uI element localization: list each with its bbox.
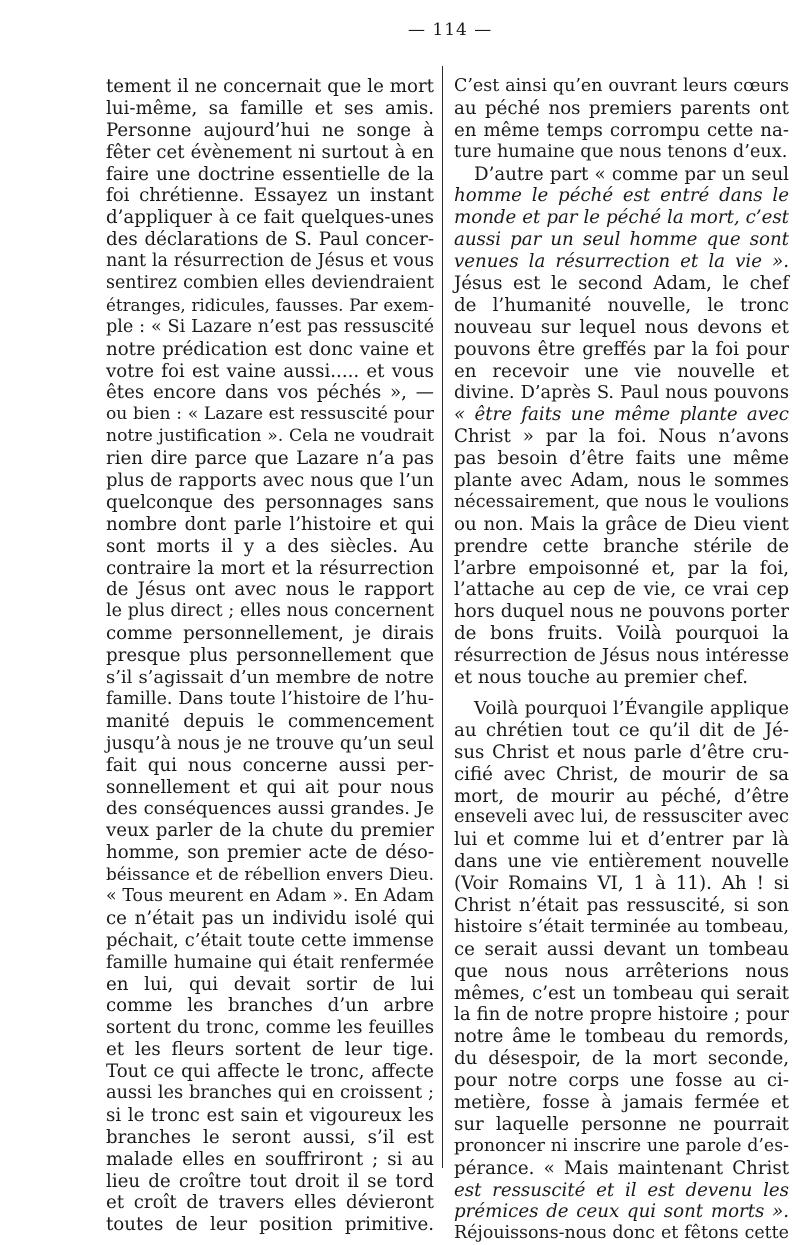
- text-line: mêmes, c’est un tombeau qui serait: [454, 982, 789, 1004]
- text-line: sonnellement et qui ait pour nous: [106, 776, 434, 798]
- text-line: sortent du tronc, comme les feuilles: [106, 1017, 434, 1039]
- text-line: dans une vie entièrement nouvelle: [454, 851, 789, 873]
- text-line: ple : « Si Lazare n’est pas ressuscité: [106, 316, 434, 337]
- text-line: ou bien : « Lazare est ressuscité pour: [106, 404, 434, 425]
- text-line: et les fleurs sortent de leur tige.: [106, 1039, 434, 1061]
- text-line: lui et comme lui et d’entrer par là: [454, 829, 789, 851]
- text-line: comme personnellement, je dirais: [106, 623, 434, 645]
- text-line: notre justification ». Cela ne voudrait: [106, 426, 434, 447]
- text-line: au péché nos premiers parents ont: [454, 97, 789, 119]
- text-line: votre foi est vaine aussi..... et vous: [106, 360, 434, 382]
- left-column: [106, 76, 434, 1236]
- text-line: que nous nous arrêterions nous: [454, 960, 789, 982]
- text-line: et nous touche au premier chef.: [454, 667, 749, 689]
- text-line: étranges, ridicules, fausses. Par exem-: [106, 294, 434, 315]
- text-line: de Jésus ont avec nous le rapport: [106, 579, 434, 601]
- text-line: famille. Dans toute l’histoire de l’hu-: [106, 688, 434, 709]
- text-line: rien dire parce que Lazare n’a pas: [106, 448, 434, 470]
- text-line: l’arbre empoisonné et, par la foi,: [454, 557, 789, 579]
- text-line: est ressuscité et il est devenu les: [454, 1179, 789, 1201]
- text-line: s’il s’agissait d’un membre de notre: [106, 667, 434, 689]
- text-line: plante avec Adam, nous le sommes: [454, 470, 789, 492]
- text-line: péchait, c’était toute cette immense: [106, 929, 434, 951]
- text-line: du désespoir, de la mort seconde,: [454, 1048, 789, 1070]
- text-line: divine. D’après S. Paul nous pouvons: [454, 382, 789, 404]
- text-line: sur laquelle personne ne pourrait: [454, 1113, 789, 1135]
- text-line: le plus direct ; elles nous concernent: [106, 601, 434, 622]
- text-line: metière, fosse à jamais fermée et: [454, 1091, 789, 1113]
- text-line: d’appliquer à ce fait quelques-unes: [106, 207, 434, 229]
- text-line: des conséquences aussi grandes. Je: [106, 798, 434, 820]
- text-line: aussi les branches qui en croissent ;: [106, 1082, 434, 1103]
- text-line: en lui, qui devait sortir de lui: [106, 973, 434, 995]
- text-line: quelconque des personnages sans: [106, 491, 434, 513]
- text-line: famille humaine qui était renfermée: [106, 951, 434, 973]
- text-line: ture humaine que nous tenons d’eux.: [454, 141, 788, 162]
- text-line: homme le péché est entré dans le: [454, 185, 789, 207]
- right-column: [454, 76, 789, 1245]
- text-line: de l’humanité nouvelle, le tronc: [454, 294, 789, 316]
- text-line: hors duquel nous ne pouvons porter: [454, 601, 789, 623]
- text-line: nombre dont parle l’histoire et qui: [106, 513, 434, 535]
- text-line: de bons fruits. Voilà pourquoi la: [454, 623, 789, 645]
- text-line: pérance. « Mais maintenant Christ: [454, 1157, 789, 1179]
- text-line: sont morts il y a des siècles. Au: [106, 535, 434, 557]
- text-line: béissance et de rébellion envers Dieu.: [106, 864, 434, 885]
- text-line: Jésus est le second Adam, le chef: [454, 273, 789, 295]
- text-line: pour notre corps une fosse au ci-: [454, 1070, 789, 1092]
- text-line: Tout ce qui affecte le tronc, affecte: [106, 1061, 434, 1083]
- text-line: notre âme le tombeau du remords,: [454, 1026, 789, 1048]
- text-line: des déclarations de S. Paul concer-: [106, 229, 434, 251]
- text-line: la fin de notre propre histoire ; pour: [454, 1004, 789, 1026]
- text-line: lui-même, sa famille et ses amis.: [106, 97, 434, 119]
- text-line: « Tous meurent en Adam ». En Adam: [106, 885, 434, 906]
- text-line: nant la résurrection de Jésus et vous: [106, 251, 434, 272]
- text-line: « être faits une même plante avec: [454, 404, 789, 426]
- text-line: homme, son premier acte de déso-: [106, 842, 434, 864]
- text-line: et croît de travers elles dévieront: [106, 1192, 434, 1214]
- text-line: au chrétien tout ce qu’il dit de Jé-: [454, 719, 789, 741]
- text-line: prémices de ceux qui sont morts ».: [454, 1201, 789, 1223]
- text-line: toutes de leur position primitive.: [106, 1214, 434, 1236]
- text-line: fêter cet évènement ni surtout à en: [106, 141, 434, 163]
- column-divider: [442, 66, 443, 1168]
- text-line: manité depuis le commencement: [106, 710, 434, 732]
- text-line: sentirez combien elles deviendraient: [106, 273, 434, 294]
- text-line: si le tronc est sain et vigoureux les: [106, 1104, 434, 1126]
- page-number: — 114 —: [408, 20, 493, 40]
- text-line: l’attache au cep de vie, ce vrai cep: [454, 579, 789, 601]
- text-line: foi chrétienne. Essayez un instant: [106, 185, 434, 207]
- text-line: ce n’était pas un individu isolé qui: [106, 907, 434, 929]
- text-line: nouveau sur lequel nous devons et: [454, 316, 789, 338]
- text-line: ce serait aussi devant un tombeau: [454, 938, 789, 960]
- text-line: prendre cette branche stérile de: [454, 535, 789, 557]
- text-line: plus de rapports avec nous que l’un: [106, 470, 434, 492]
- text-line: histoire s’était terminée au tombeau,: [454, 916, 789, 937]
- text-line: mort, de mourir au péché, d’être: [454, 785, 789, 807]
- text-line: en recevoir une vie nouvelle et: [454, 360, 789, 382]
- text-line: nécessairement, que nous le voulions: [454, 491, 789, 512]
- text-line: aussi par un seul homme que sont: [454, 229, 789, 251]
- text-line: malade elles en souffriront ; si au: [106, 1148, 434, 1170]
- text-line: notre prédication est donc vaine et: [106, 338, 434, 360]
- text-line: monde et par le péché la mort, c’est: [454, 207, 789, 229]
- text-line: ou non. Mais la grâce de Dieu vient: [454, 513, 789, 535]
- text-line: presque plus personnellement que: [106, 645, 434, 667]
- text-line: prononcer ni inscrire une parole d’es-: [454, 1135, 789, 1156]
- text-line: résurrection de Jésus nous intéresse: [454, 645, 789, 667]
- text-line: (Voir Romains VI, 1 à 11). Ah ! si: [454, 873, 789, 895]
- text-line: tement il ne concernait que le mort: [106, 76, 434, 97]
- text-line: C’est ainsi qu’en ouvrant leurs cœurs: [454, 76, 789, 96]
- text-line: jusqu’à nous je ne trouve qu’un seul: [106, 732, 434, 754]
- text-line: pas besoin d’être faits une même: [454, 448, 789, 470]
- text-line: Personne aujourd’hui ne songe à: [106, 119, 434, 141]
- text-line: Christ » par la foi. Nous n’avons: [454, 426, 789, 448]
- text-line: contraire la mort et la résurrection: [106, 557, 434, 579]
- text-line: venues la résurrection et la vie ».: [454, 251, 789, 273]
- text-line: sus Christ et nous parle d’être cru-: [454, 741, 789, 763]
- text-line: Voilà pourquoi l’Évangile applique: [474, 697, 789, 719]
- text-line: pouvons être greffés par la foi pour: [454, 338, 789, 360]
- text-line: enseveli avec lui, de ressusciter avec: [454, 807, 789, 828]
- text-line: fait qui nous concerne aussi per-: [106, 754, 434, 776]
- text-line: veux parler de la chute du premier: [106, 820, 434, 842]
- text-line: branches le seront aussi, s’il est: [106, 1126, 434, 1148]
- text-line: comme les branches d’un arbre: [106, 995, 434, 1017]
- text-line: Christ n’était pas ressuscité, si son: [454, 894, 789, 916]
- text-line: faire une doctrine essentielle de la: [106, 163, 434, 185]
- text-line: lieu de croître tout droit il se tord: [106, 1170, 434, 1192]
- text-line: cifié avec Christ, de mourir de sa: [454, 763, 789, 785]
- text-line: êtes encore dans vos péchés », —: [106, 382, 434, 404]
- text-line: en même temps corrompu cette na-: [454, 119, 789, 141]
- text-line: D’autre part « comme par un seul: [474, 163, 789, 185]
- text-line: Réjouissons-nous donc et fêtons cette: [454, 1223, 789, 1244]
